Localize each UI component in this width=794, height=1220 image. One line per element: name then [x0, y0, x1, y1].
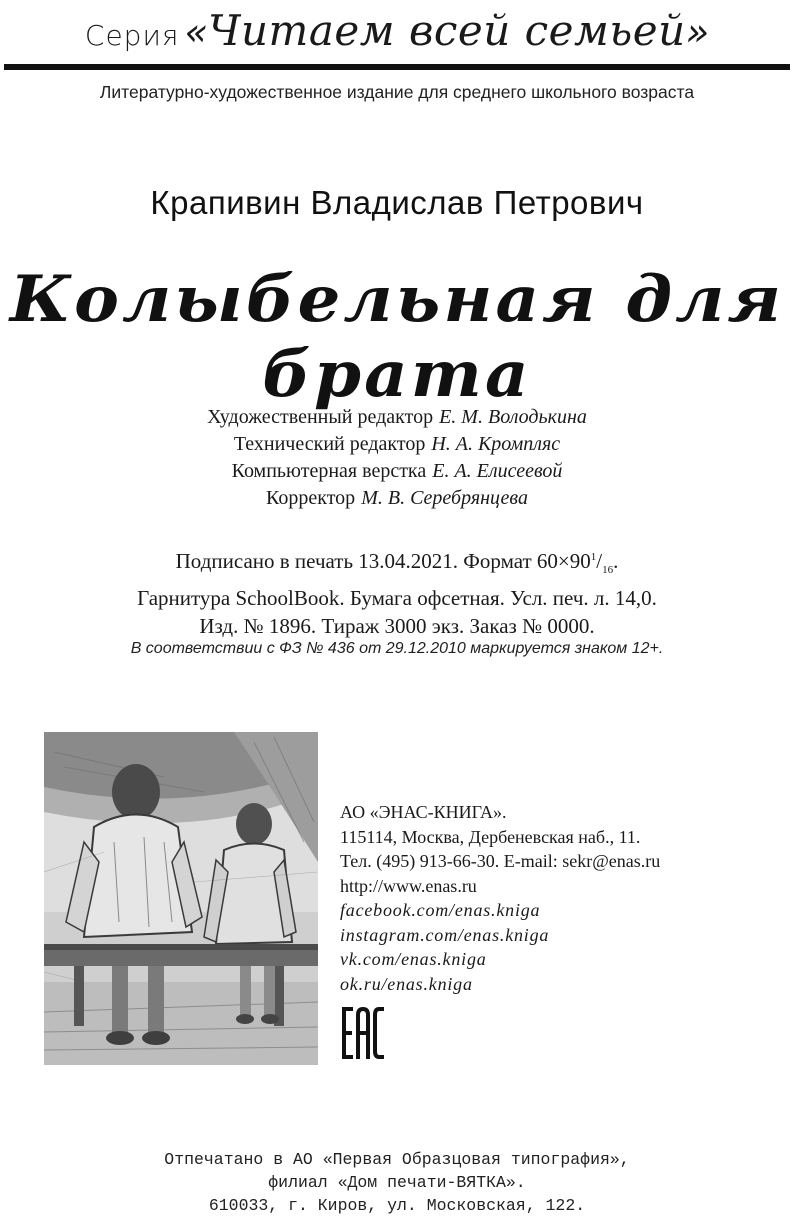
credit-line	[0, 431, 794, 458]
publisher-website-link[interactable]: http://www.enas.ru	[340, 875, 477, 896]
series-prefix: Серия	[84, 19, 180, 52]
printer-line-3: 610033, г. Киров, ул. Московская, 122.	[208, 1196, 586, 1215]
credit-line	[0, 485, 794, 512]
imprint-line-1-end: .	[613, 549, 619, 573]
format-separator: /	[596, 549, 603, 573]
printer-line-1: Отпечатано в АО «Первая Образцовая типография»,	[164, 1150, 630, 1169]
series-name: Читаем всей семьей	[208, 6, 686, 55]
header-rule	[4, 64, 790, 70]
credit-person: Е. А. Елисеевой	[432, 460, 563, 482]
book-title: Колыбельная для брата	[9, 262, 785, 412]
credit-role: Корректор	[266, 487, 356, 509]
credit-role: Компьютерная верстка	[231, 460, 427, 482]
social-link-ok[interactable]: ok.ru/enas.kniga	[340, 973, 473, 994]
printer-line-2: филиал «Дом печати-ВЯТКА».	[268, 1173, 526, 1192]
credit-role: Художественный редактор	[207, 406, 434, 428]
series-header	[0, 6, 794, 55]
publisher-block	[340, 800, 660, 996]
publisher-name: АО «ЭНАС-КНИГА».	[340, 802, 507, 822]
eac-mark-icon	[342, 1007, 384, 1059]
age-rating-note: В соответствии с ФЗ № 436 от 29.12.2010 маркируется знаком 12+.	[130, 640, 664, 657]
imprint-sign-date: Подписано в печать 13.04.2021. Формат 60×90	[175, 549, 591, 573]
credits-block	[0, 404, 794, 512]
publisher-contacts: Тел. (495) 913-66-30. E-mail: sekr@enas.ru	[340, 851, 661, 871]
social-link-vk[interactable]: vk.com/enas.kniga	[340, 949, 487, 969]
credit-person: Е. М. Володькина	[439, 406, 587, 428]
edition-subtitle: Литературно-художественное издание для среднего школьного возраста	[99, 82, 695, 102]
credit-line	[0, 404, 794, 431]
imprint-line-3: Изд. № 1896. Тираж 3000 экз. Заказ № 0000.	[199, 614, 595, 639]
imprint-line-1	[0, 543, 794, 584]
social-link-facebook[interactable]: facebook.com/enas.kniga	[340, 900, 541, 920]
publisher-address: 115114, Москва, Дербеневская наб., 11.	[340, 826, 641, 847]
credit-line	[0, 458, 794, 485]
series-quote-open: «	[184, 10, 209, 54]
social-link-instagram[interactable]: instagram.com/enas.kniga	[340, 924, 550, 945]
format-numerator: 1	[590, 551, 597, 563]
cover-illustration	[44, 732, 318, 1065]
printer-block	[0, 1148, 794, 1217]
author-name: Крапивин Владислав Петрович	[150, 184, 644, 221]
credit-role: Технический редактор	[233, 433, 426, 455]
series-quote-close: »	[685, 10, 710, 54]
imprint-block	[0, 543, 794, 640]
imprint-line-2: Гарнитура SchoolBook. Бумага офсетная. Усл. печ. л. 14,0.	[137, 586, 657, 611]
credit-person: М. В. Серебрянцева	[361, 487, 528, 509]
credit-person: Н. А. Кромпляс	[431, 433, 561, 455]
format-denominator: 16	[602, 564, 614, 577]
